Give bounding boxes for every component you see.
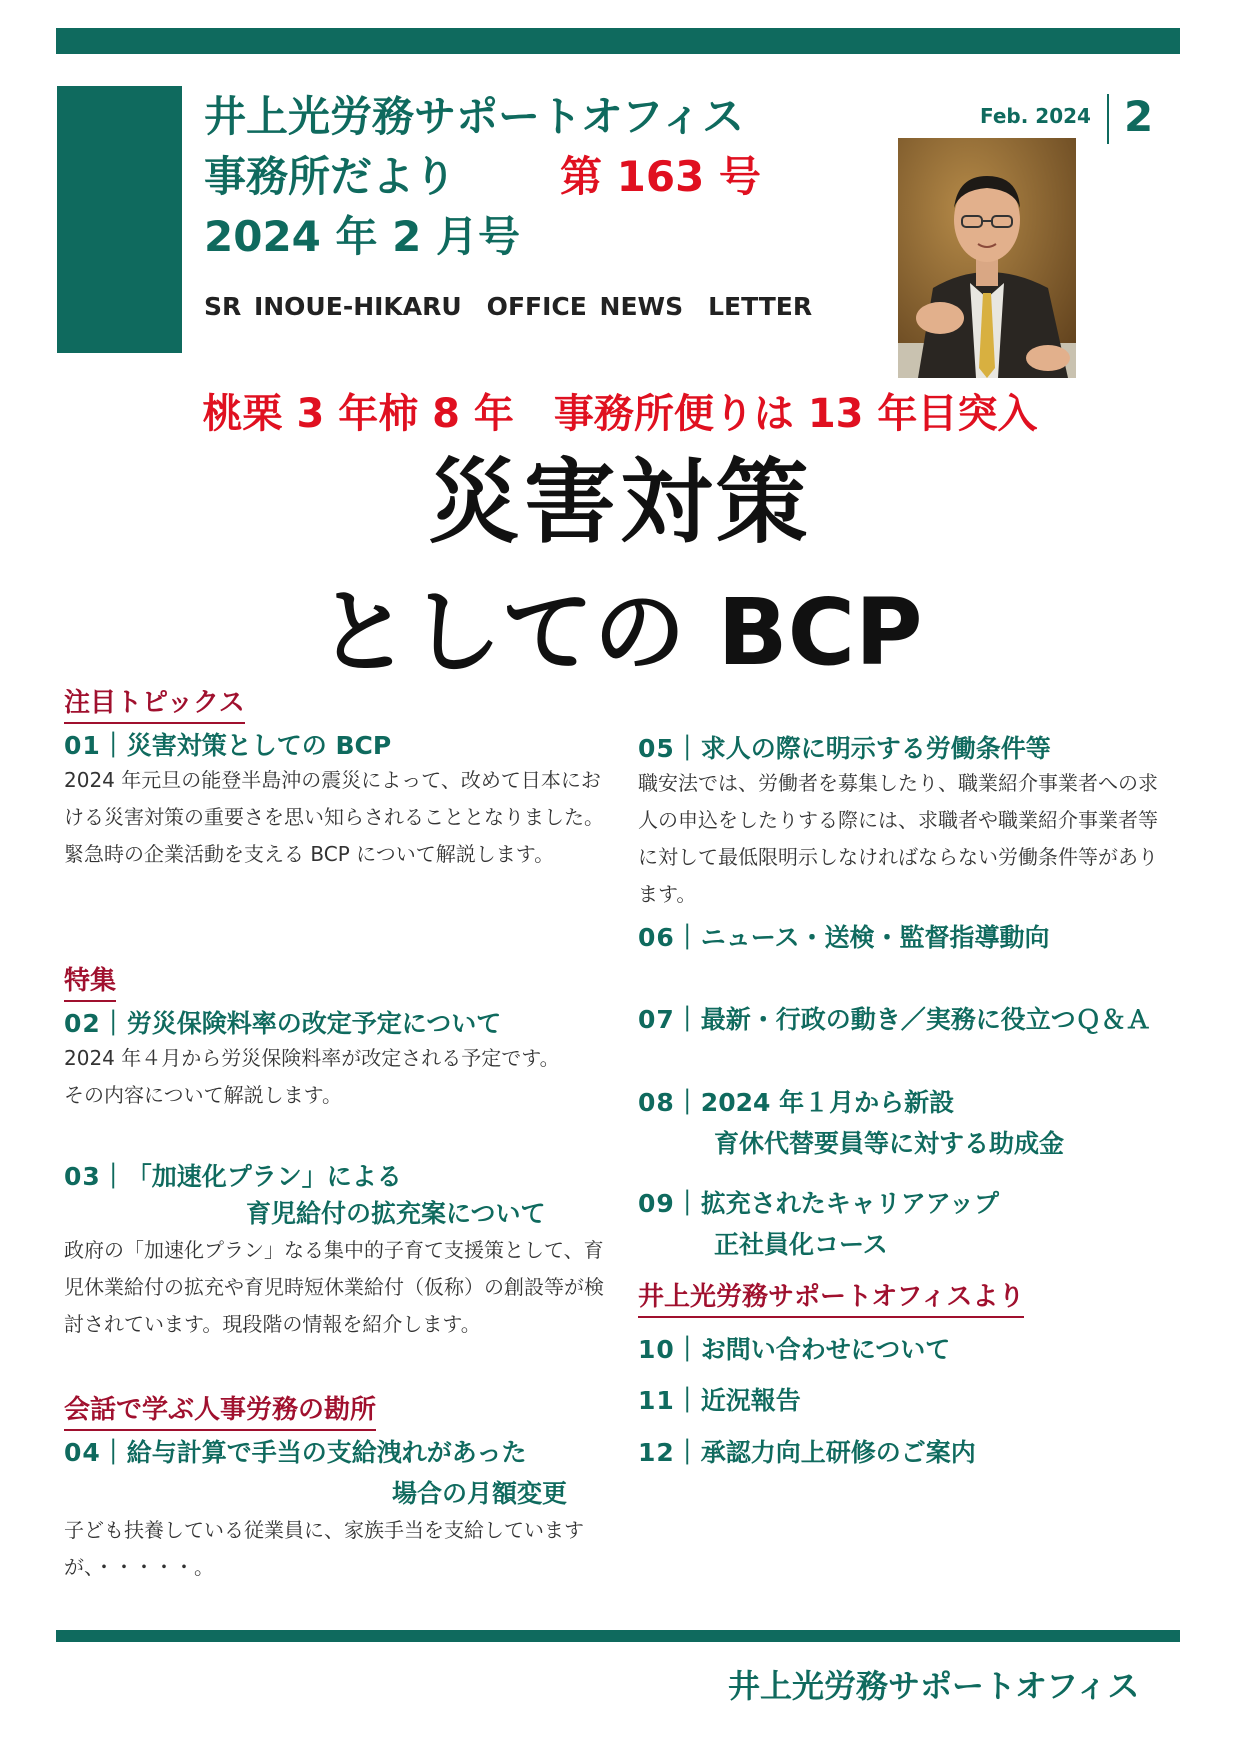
side-block	[57, 86, 182, 353]
toc-item-number: 02｜	[64, 1009, 127, 1038]
toc-item-title: 災害対策としての BCP	[126, 731, 392, 760]
toc-item-09-title-line2: 正社員化コース	[714, 1230, 888, 1259]
toc-item-03-title-line2: 育児給付の拡充案について	[246, 1199, 546, 1228]
toc-item-title: 承認力向上研修のご案内	[700, 1438, 976, 1467]
toc-item-10[interactable]	[638, 1330, 950, 1366]
toc-item-title: ニュース・送検・監督指導動向	[700, 923, 1050, 952]
category-from-office: 井上光労務サポートオフィスより	[638, 1276, 1024, 1318]
category-featured-topics: 注目トピックス	[64, 682, 245, 724]
page-number: 2	[1124, 92, 1154, 141]
toc-item-number: 12｜	[638, 1438, 701, 1467]
toc-item-number: 10｜	[638, 1335, 701, 1364]
toc-item-number: 07｜	[638, 1005, 701, 1034]
subtitle: SR INOUE-HIKARU OFFICE NEWS LETTER	[204, 292, 813, 321]
date: Feb. 2024	[980, 104, 1091, 128]
toc-item-number: 08｜	[638, 1088, 701, 1117]
toc-item-title: 給与計算で手当の支給洩れがあった	[126, 1438, 527, 1467]
toc-item-12[interactable]	[638, 1433, 976, 1469]
toc-item-title: 求人の際に明示する労働条件等	[700, 734, 1051, 763]
toc-item-number: 06｜	[638, 923, 701, 952]
toc-item-title: 労災保険料率の改定予定について	[126, 1009, 502, 1038]
toc-item-04-title-line2: 場合の月額変更	[392, 1479, 568, 1508]
toc-item-08[interactable]	[638, 1083, 954, 1119]
main-title-line1: 災害対策	[427, 449, 812, 556]
toc-item-title: 「加速化プラン」による	[126, 1162, 402, 1191]
toc-item-01[interactable]	[64, 726, 391, 762]
toc-item-title: 近況報告	[700, 1386, 801, 1415]
newsletter-label: 事務所だより	[204, 152, 457, 201]
category-hr-conversation: 会話で学ぶ人事労務の勘所	[64, 1389, 376, 1431]
toc-item-07[interactable]	[638, 1000, 1151, 1036]
top-bar	[56, 28, 1180, 54]
toc-item-number: 01｜	[64, 731, 127, 760]
toc-item-11[interactable]	[638, 1381, 801, 1417]
portrait-illustration	[898, 138, 1076, 378]
toc-item-04-description: 子ども扶養している従業員に、家族手当を支給していますが、・・・・・。	[64, 1518, 584, 1579]
toc-item-number: 09｜	[638, 1189, 701, 1218]
tagline: 桃栗 3 年柿 8 年 事務所便りは 13 年目突入	[202, 391, 1038, 437]
toc-item-08-title-line2: 育休代替要員等に対する助成金	[714, 1129, 1065, 1158]
toc-item-title: お問い合わせについて	[700, 1335, 951, 1364]
toc-item-09[interactable]	[638, 1184, 999, 1220]
portrait-photo	[898, 138, 1076, 378]
main-title-line2: としての BCP	[317, 579, 923, 686]
date-separator	[1107, 94, 1109, 144]
toc-item-02[interactable]	[64, 1004, 501, 1040]
issue-number: 第 163 号	[560, 152, 761, 201]
toc-item-title: 拡充されたキャリアアップ	[700, 1189, 1000, 1218]
toc-item-title: 2024 年１月から新設	[700, 1088, 955, 1117]
footer-office-name: 井上光労務サポートオフィス	[728, 1667, 1140, 1705]
toc-item-04[interactable]	[64, 1433, 527, 1469]
toc-item-number: 05｜	[638, 734, 701, 763]
toc-item-number: 11｜	[638, 1386, 701, 1415]
toc-item-06[interactable]	[638, 918, 1050, 954]
toc-item-03-description: 政府の「加速化プラン」なる集中的子育て支援策として、育児休業給付の拡充や育児時短休業給付（仮称）の創設等が検討されています。現段階の情報を紹介します。	[64, 1238, 604, 1336]
toc-item-05[interactable]	[638, 729, 1051, 765]
bottom-bar	[56, 1630, 1180, 1642]
toc-item-03[interactable]	[64, 1157, 402, 1193]
toc-item-number: 04｜	[64, 1438, 127, 1467]
toc-item-05-description: 職安法では、労働者を募集したり、職業紹介事業者への求人の申込をしたりする際には、求職者や職業紹介事業者等に対して最低限明示しなければならない労働条件等があります。	[638, 771, 1158, 906]
toc-item-02-description: 2024 年４月から労災保険料率が改定される予定です。その内容について解説します。	[64, 1046, 560, 1107]
toc-item-number: 03｜	[64, 1162, 127, 1191]
toc-item-title: 最新・行政の動き／実務に役立つＱ＆Ａ	[700, 1005, 1151, 1034]
office-name: 井上光労務サポートオフィス	[204, 92, 745, 141]
issue-month: 2024 年 2 月号	[204, 212, 520, 261]
toc-item-01-description: 2024 年元旦の能登半島沖の震災によって、改めて日本における災害対策の重要さを思い知らされることとなりました。緊急時の企業活動を支える BCP について解説します。	[64, 768, 604, 866]
category-special-feature: 特集	[64, 960, 116, 1002]
